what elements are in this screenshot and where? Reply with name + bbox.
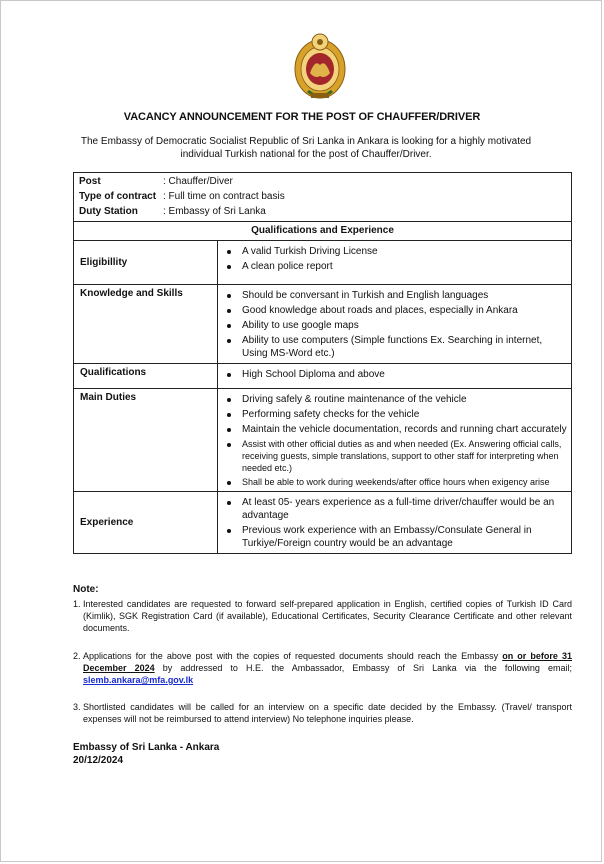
note-heading: Note: xyxy=(73,584,99,595)
deadline-text: on or before 31 December 2024 xyxy=(83,651,573,673)
contract-label: Type of contract xyxy=(79,191,157,202)
post-value: : Chauffer/Diver xyxy=(163,176,233,187)
list-item: Previous work experience with an Embassy/Consulate General in Turkiye/Foreign country would be an advantage xyxy=(218,524,571,550)
note-2-text-b: by addressed to H.E. the Ambassador, Embassy of Sri Lanka via the following email; xyxy=(154,663,572,673)
note-2-text xyxy=(83,650,572,686)
list-item: Maintain the vehicle documentation, records and running chart accurately xyxy=(218,423,571,436)
qualifications-items xyxy=(218,364,572,389)
list-item: High School Diploma and above xyxy=(218,368,571,381)
signature-block xyxy=(73,741,219,767)
station-value: : Embassy of Sri Lanka xyxy=(163,206,266,217)
signature-date: 20/12/2024 xyxy=(73,755,124,766)
post-line xyxy=(79,174,566,189)
note-2 xyxy=(73,650,572,686)
list-item: Should be conversant in Turkish and English languages xyxy=(218,289,571,302)
skills-items xyxy=(218,285,572,364)
vacancy-table xyxy=(73,172,572,554)
note-2-number: 2. xyxy=(73,651,81,661)
skills-label: Knowledge and Skills xyxy=(74,285,218,364)
qualifications-label: Qualifications xyxy=(74,364,218,389)
eligibility-label: Eligibillity xyxy=(74,241,218,285)
list-item: Ability to use google maps xyxy=(218,319,571,332)
note-3-number: 3. xyxy=(73,702,81,712)
duties-label: Main Duties xyxy=(74,389,218,492)
list-item: At least 05- years experience as a full-time driver/chauffer would be an advantage xyxy=(218,496,571,522)
post-details-cell xyxy=(74,173,572,222)
signature-org: Embassy of Sri Lanka - Ankara xyxy=(73,742,220,753)
sri-lanka-emblem-icon xyxy=(293,29,347,103)
list-item: A clean police report xyxy=(218,260,571,273)
note-3 xyxy=(73,701,572,725)
list-item: Driving safely & routine maintenance of the vehicle xyxy=(218,393,571,406)
list-item: Good knowledge about roads and places, especially in Ankara xyxy=(218,304,571,317)
email-link[interactable]: slemb.ankara@mfa.gov.lk xyxy=(83,675,194,685)
eligibility-items xyxy=(218,241,572,285)
list-item: Performing safety checks for the vehicle xyxy=(218,408,571,421)
station-line xyxy=(79,204,566,219)
section-title: Qualifications and Experience xyxy=(74,222,572,241)
list-item: Ability to use computers (Simple functions Ex. Searching in internet, Using MS-Word etc.) xyxy=(218,334,571,360)
duties-items xyxy=(218,389,572,492)
experience-label: Experience xyxy=(74,492,218,554)
note-1 xyxy=(73,598,572,634)
note-2-text-a: Applications for the above post with the copies of requested documents should reach the Embassy xyxy=(83,651,503,661)
note-3-text: Shortlisted candidates will be called for an interview on a specific date decided by the Embassy. (Travel/ transport expenses will not be reimbursed to attend interview) No telephone inquiries please. xyxy=(83,702,572,724)
note-1-number: 1. xyxy=(73,599,81,609)
list-item: Assist with other official duties as and when needed (Ex. Answering official calls, receiving guests, simple translations, support to other staff for interpreting when needed etc.) xyxy=(218,438,571,474)
page-title: VACANCY ANNOUNCEMENT FOR THE POST OF CHAUFFER/DRIVER xyxy=(123,111,481,123)
contract-line xyxy=(79,189,566,204)
list-item: A valid Turkish Driving License xyxy=(218,245,571,258)
list-item: Shall be able to work during weekends/after office hours when exigency arise xyxy=(218,476,571,488)
intro-paragraph: The Embassy of Democratic Socialist Republic of Sri Lanka in Ankara is looking for a highly motivated individual Turkish national for the post of Chauffer/Driver. xyxy=(80,136,532,160)
contract-value: : Full time on contract basis xyxy=(163,191,285,202)
post-label: Post xyxy=(79,176,101,187)
note-1-text: Interested candidates are requested to forward self-prepared application in English, certified copies of Turkish ID Card (Kimlik), SGK Registration Card (if available), Educational Certificates, Security Clearance Certificate and other relevant documents. xyxy=(83,599,572,633)
experience-items xyxy=(218,492,572,554)
station-label: Duty Station xyxy=(79,206,138,217)
